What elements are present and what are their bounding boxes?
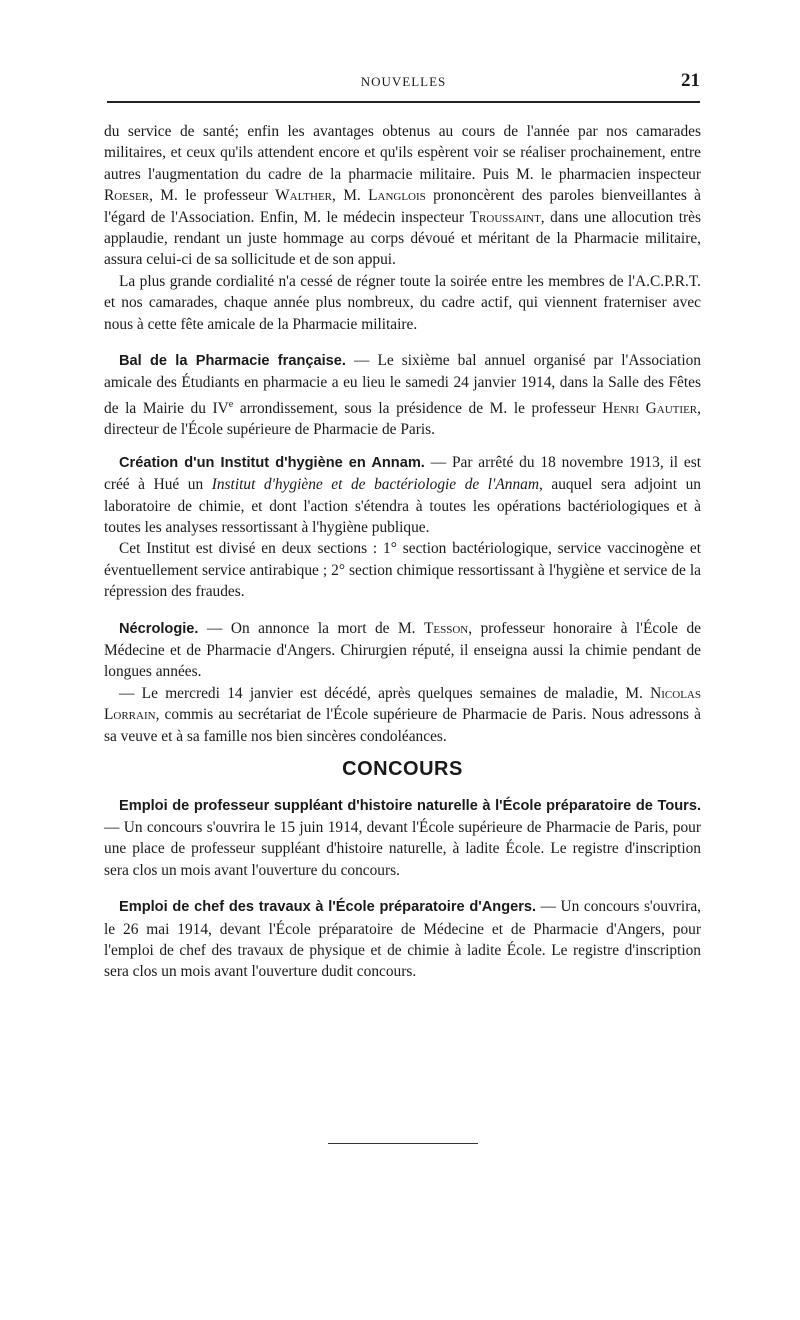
page-header [107,70,700,100]
person-name: Tesson [424,619,469,637]
article-heading: Emploi de chef des travaux à l'École préparatoire d'Angers. [119,899,537,916]
article-institut: Création d'un Institut d'hygiène en Annam. — Par arrêté du 18 novembre 1913, il est créé à Hué un Institut d'hygiène et de bactériologie de l'Annam, auquel sera adjoint un laboratoire de chimie, et dont l'action s'étendra à toutes les opérations bactériologiques et à toutes les analyses ressortissant à l'hygiène publique. [104,453,702,537]
section-title-concours: CONCOURS [342,758,463,781]
person-name: Henri Gautier [602,400,698,417]
article-bal: Bal de la Pharmacie française. — Le sixième bal annuel organisé par l'Association amicale des Étudiants en pharmacie a eu lieu le samedi 24 janvier 1914, dans la Salle des Fêtes de la Mairie du IVe arrondissement, sous la présidence de M. le professeur Henri Gautier, directeur de l'École supérieure de Pharmacie de Paris. [104,352,701,439]
person-name: Langlois [368,187,426,205]
header-rule [107,101,700,103]
article-concours-tours: Emploi de professeur suppléant d'histoire naturelle à l'École préparatoire de Tours. — Un concours s'ouvrira le 15 juin 1914, devant l'École supérieure de Pharmacie de Paris, pour une place de professeur suppléant d'histoire naturelle, à ladite École. Le registre d'inscription sera clos un mois avant l'ouverture du concours. [104,797,701,879]
institute-name: Institut d'hygiène et de bactériologie de l'Annam [211,476,539,494]
article-concours-angers: Emploi de chef des travaux à l'École préparatoire d'Angers. — Un concours s'ouvrira, le 26 mai 1914, devant l'École préparatoire de Médecine et de Pharmacie d'Angers, pour l'emploi de chef des travaux de physique et de chimie à ladite École. Le registre d'inscription sera clos un mois avant l'ouverture dudit concours. [104,898,701,981]
running-title: NOUVELLES [360,74,447,89]
person-name: Troussaint [469,208,541,226]
paragraph-necrologie-lorrain: — Le mercredi 14 janvier est décédé, après quelques semaines de maladie, M. Nicolas Lorrain, commis au secrétariat de l'École supérieure de Pharmacie de Paris. Nous adressons à sa veuve et à sa famille nos bien sincères condoléances. [104,684,701,745]
article-heading: Emploi de professeur suppléant d'histoire naturelle à l'École préparatoire de Tours. [119,797,701,814]
article-heading: Nécrologie. [119,620,199,637]
article-heading: Bal de la Pharmacie française. [119,353,346,370]
page-body [104,121,701,983]
article-necrologie: Nécrologie. — On annonce la mort de M. Tesson, professeur honoraire à l'École de Médecine et de Pharmacie d'Angers. Chirurgien réputé, il enseigna aussi la chimie pendant de longues années. [104,619,701,681]
person-name: Nicolas Lorrain [104,684,701,724]
paragraph-cordialite: La plus grande cordialité n'a cessé de régner toute la soirée entre les membres de l'A.C.P.R.T. et nos camarades, chaque année plus nombreux, du cadre actif, qui viennent fraterniser avec nous à cette fête amicale de la Pharmacie militaire. [104,272,701,333]
article-heading: Création d'un Institut d'hygiène en Annam. [119,454,425,471]
paragraph-institut-sections: Cet Institut est divisé en deux sections : 1° section bactériologique, service vaccinogène et éventuellement service antirabique ; 2° section chimique ressortissant à l'hygiène et service de la répression des fraudes. [104,540,701,601]
page-number: 21 [681,70,700,91]
person-name: Roeser [104,187,150,205]
paragraph-service-de-sante: du service de santé; enfin les avantages obtenus au cours de l'année par nos camarades militaires, et ceux qu'ils attendent encore et qu'ils espèrent voir se réaliser prochainement, entre autres l'augmentation du cadre de la pharmacie militaire. Puis M. le pharmacien inspecteur Roeser, M. le professeur Walther, M. Langlois prononcèrent des paroles bienveillantes à l'égard de l'Association. Enfin, M. le médecin inspecteur Troussaint, dans une allocution très applaudie, rendant un juste hommage au corps dévoué et méritant de la Pharmacie militaire, assura celui-ci de sa sollicitude et de son appui. [104,123,702,269]
person-name: Walther [275,187,333,205]
end-rule [328,1143,478,1144]
